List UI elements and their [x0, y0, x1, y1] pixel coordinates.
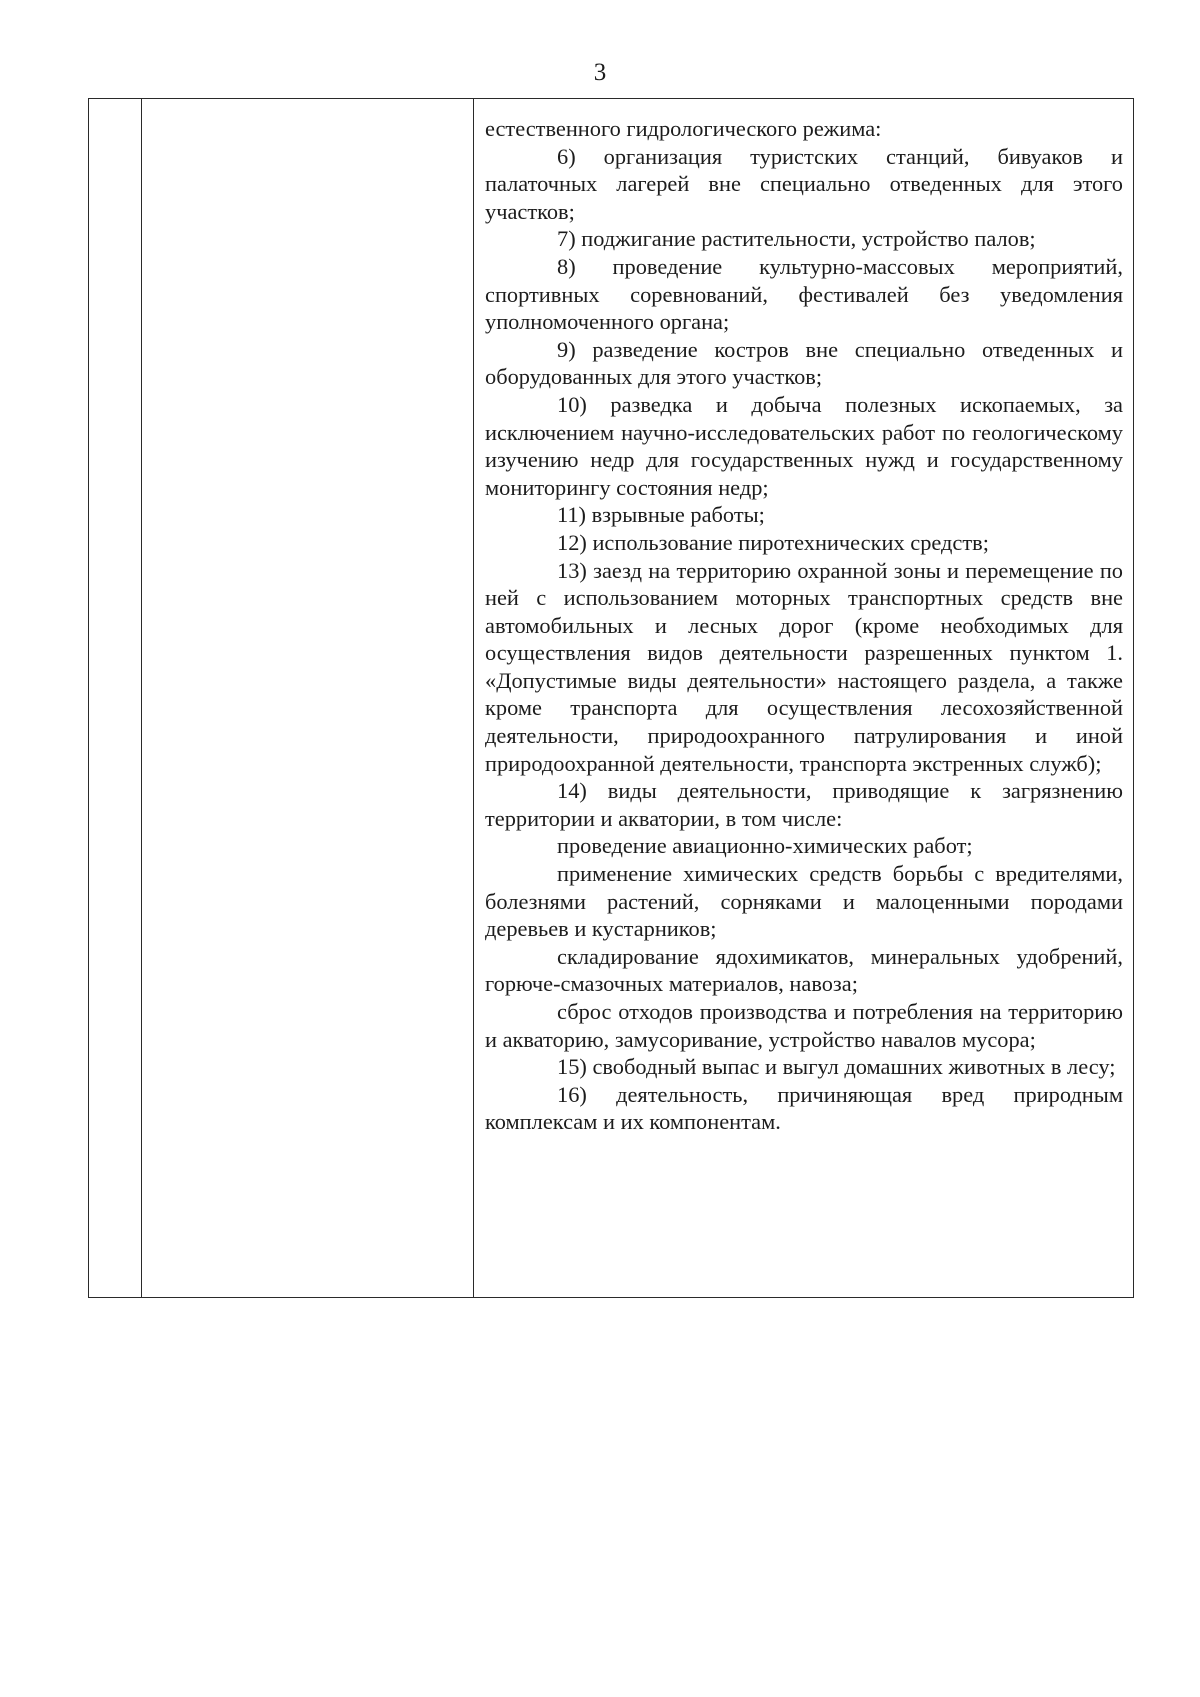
list-item: 8) проведение культурно-массовых мероприятий, спортивных соревнований, фестивалей без уведомления уполномоченного органа; [485, 253, 1123, 335]
document-table [88, 98, 1134, 1298]
list-item: 11) взрывные работы; [557, 502, 765, 528]
list-item: 10) разведка и добыча полезных ископаемых, за исключением научно-исследовательских работ по геологическому изучению недр для государственных нужд и государственному мониторингу состояния недр; [485, 391, 1123, 500]
sub-list-item: складирование ядохимикатов, минеральных удобрений, горюче-смазочных материалов, навоза; [485, 943, 1123, 997]
sub-list-item: проведение авиационно-химических работ; [557, 833, 973, 859]
table-column-divider [473, 99, 474, 1297]
paragraph: естественного гидрологического режима: [485, 116, 882, 141]
table-cell-content [485, 115, 1123, 1136]
list-item: 14) виды деятельности, приводящие к загрязнению территории и акватории, в том числе: [485, 778, 1123, 831]
list-item: 12) использование пиротехнических средств; [557, 529, 989, 555]
sub-list-item: применение химических средств борьбы с вредителями, болезнями растений, сорняками и малоценными породами деревьев и кустарников; [485, 861, 1123, 942]
list-item: 6) организация туристских станций, бивуаков и палаточных лагерей вне специально отведенных для этого участков; [485, 143, 1123, 224]
list-item: 16) деятельность, причиняющая вред природным комплексам и их компонентам. [485, 1081, 1123, 1135]
list-item: 7) поджигание растительности, устройство палов; [557, 226, 1036, 252]
page-number: 3 [593, 59, 607, 86]
table-column-divider [141, 99, 142, 1297]
list-item: 9) разведение костров вне специально отведенных и оборудованных для этого участков; [485, 336, 1123, 390]
list-item: 15) свободный выпас и выгул домашних животных в лесу; [557, 1054, 1116, 1080]
list-item: 13) заезд на территорию охранной зоны и перемещение по ней с использованием моторных транспортных средств вне автомобильных и лесных дорог (кроме необходимых для осуществления видов деятельности разрешенных пунктом 1. «Допустимые виды деятельности» настоящего раздела, а также кроме транспорта для осуществления лесохозяйственной деятельности, природоохранного патрулирования и иной природоохранной деятельности, транспорта экстренных служб); [485, 557, 1123, 776]
sub-list-item: сброс отходов производства и потребления на территорию и акваторию, замусоривание, устройство навалов мусора; [485, 999, 1123, 1052]
